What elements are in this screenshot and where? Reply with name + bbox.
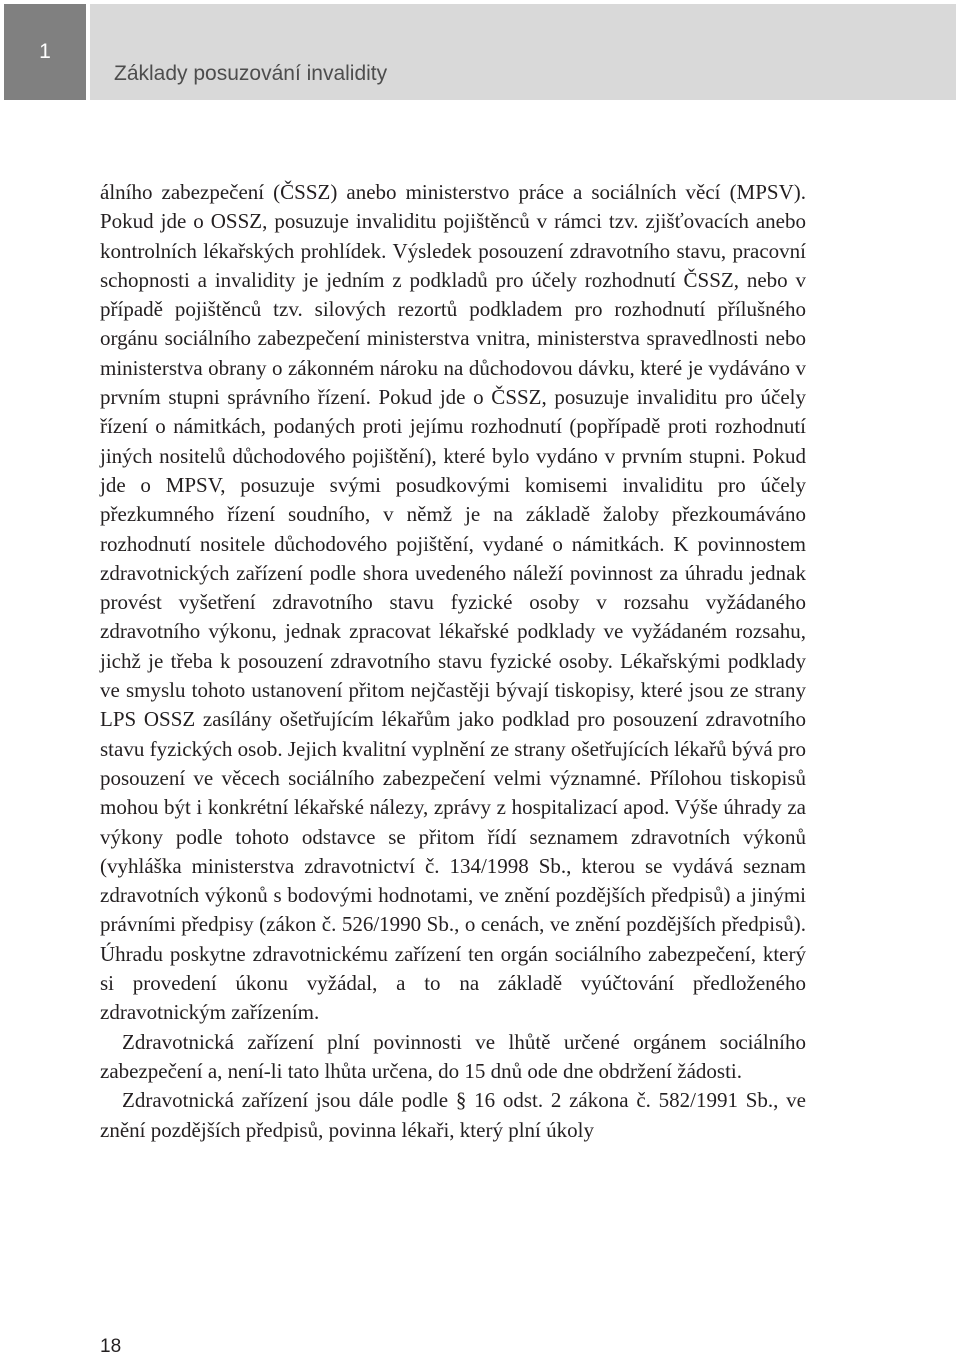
page-number: 18 (100, 1336, 122, 1357)
chapter-number-box (4, 4, 86, 100)
chapter-header-band (90, 4, 956, 100)
chapter-number: 1 (39, 40, 51, 63)
chapter-title: Základy posuzování invalidity (114, 62, 388, 85)
paragraph: Zdravotnická zařízení plní povinnosti ve lhůtě určené orgánem sociálního zabezpečení a, není-li tato lhůta určena, do 15 dnů ode dne obdržení žádosti. (100, 1029, 806, 1083)
paragraph: álního zabezpečení (ČSSZ) anebo ministerstvo práce a sociálních věcí (MPSV). Pokud jde o OSSZ, posuzuje invaliditu pojištěnců v rámci tzv. zjišťovacích anebo kontrolních lékařských prohlídek. Výsledek posouzení zdravotního stavu, pracovní schopnosti a invalidity je jedním z podkladů pro účely rozhodnutí ČSSZ, nebo v případě pojištěnců tzv. silových rezortů podkladem pro rozhodnutí přílušného orgánu sociálního zabezpečení ministerstva vnitra, ministerstva spravedlnosti nebo ministerstva obrany o zákonném nároku na důchodovou dávku, které je vydáváno v prvním stupni správního řízení. Pokud jde o ČSSZ, posuzuje invaliditu pro účely řízení o námitkách, podaných proti jejímu rozhodnutí (popřípadě proti rozhodnutí jiných nositelů důchodového pojištění), které bylo vydáno v prvním stupni. Pokud jde o MPSV, posuzuje svými posudkovými komisemi invaliditu pro účely přezkumného řízení soudního, v němž je na základě žaloby přezkoumáváno rozhodnutí nositele důchodového pojištění, vydané o námitkách. K povinnostem zdravotnických zařízení podle shora uvedeného náleží povinnost za úhradu jednak provést vyšetření zdravotního stavu fyzické osoby v rozsahu vyžádaného zdravotního výkonu, jednak zpracovat lékařské podklady ve vyžádaném rozsahu, jichž je třeba k posouzení zdravotního stavu fyzické osoby. Lékařskými podklady ve smyslu tohoto ustanovení přitom nejčastěji bývají tiskopisy, které jsou ze strany LPS OSSZ zasílány ošetřujícím lékařům jako podklad pro posouzení zdravotního stavu fyzických osob. Jejich kvalitní vyplnění ze strany ošetřujících lékařů bývá pro posouzení ve věcech sociálního zabezpečení velmi významné. Přílohou tiskopisů mohou být i konkrétní lékařské nálezy, zprávy z hospitalizací apod. Výše úhrady za výkony podle tohoto odstavce se přitom řídí seznamem zdravotních výkonů (vyhláška ministerstva zdravotnictví č. 134/1998 Sb., kterou se vydává seznam zdravotních výkonů s bodovými hodnotami, ve znění pozdějších předpisů) a jinými právními předpisy (zákon č. 526/1990 Sb., o cenách, ve znění pozdějších předpisů). Úhradu poskytne zdravotnickému zařízení ten orgán sociálního zabezpečení, který si provedení úkonu vyžádal, a to na základě vyúčtování předloženého zdravotnickým zařízením. (100, 180, 806, 1025)
body-text (100, 178, 806, 1145)
paragraph: Zdravotnická zařízení jsou dále podle § 16 odst. 2 zákona č. 582/1991 Sb., ve znění pozdějších předpisů, povinna lékaři, který plní úkoly (100, 1088, 806, 1142)
